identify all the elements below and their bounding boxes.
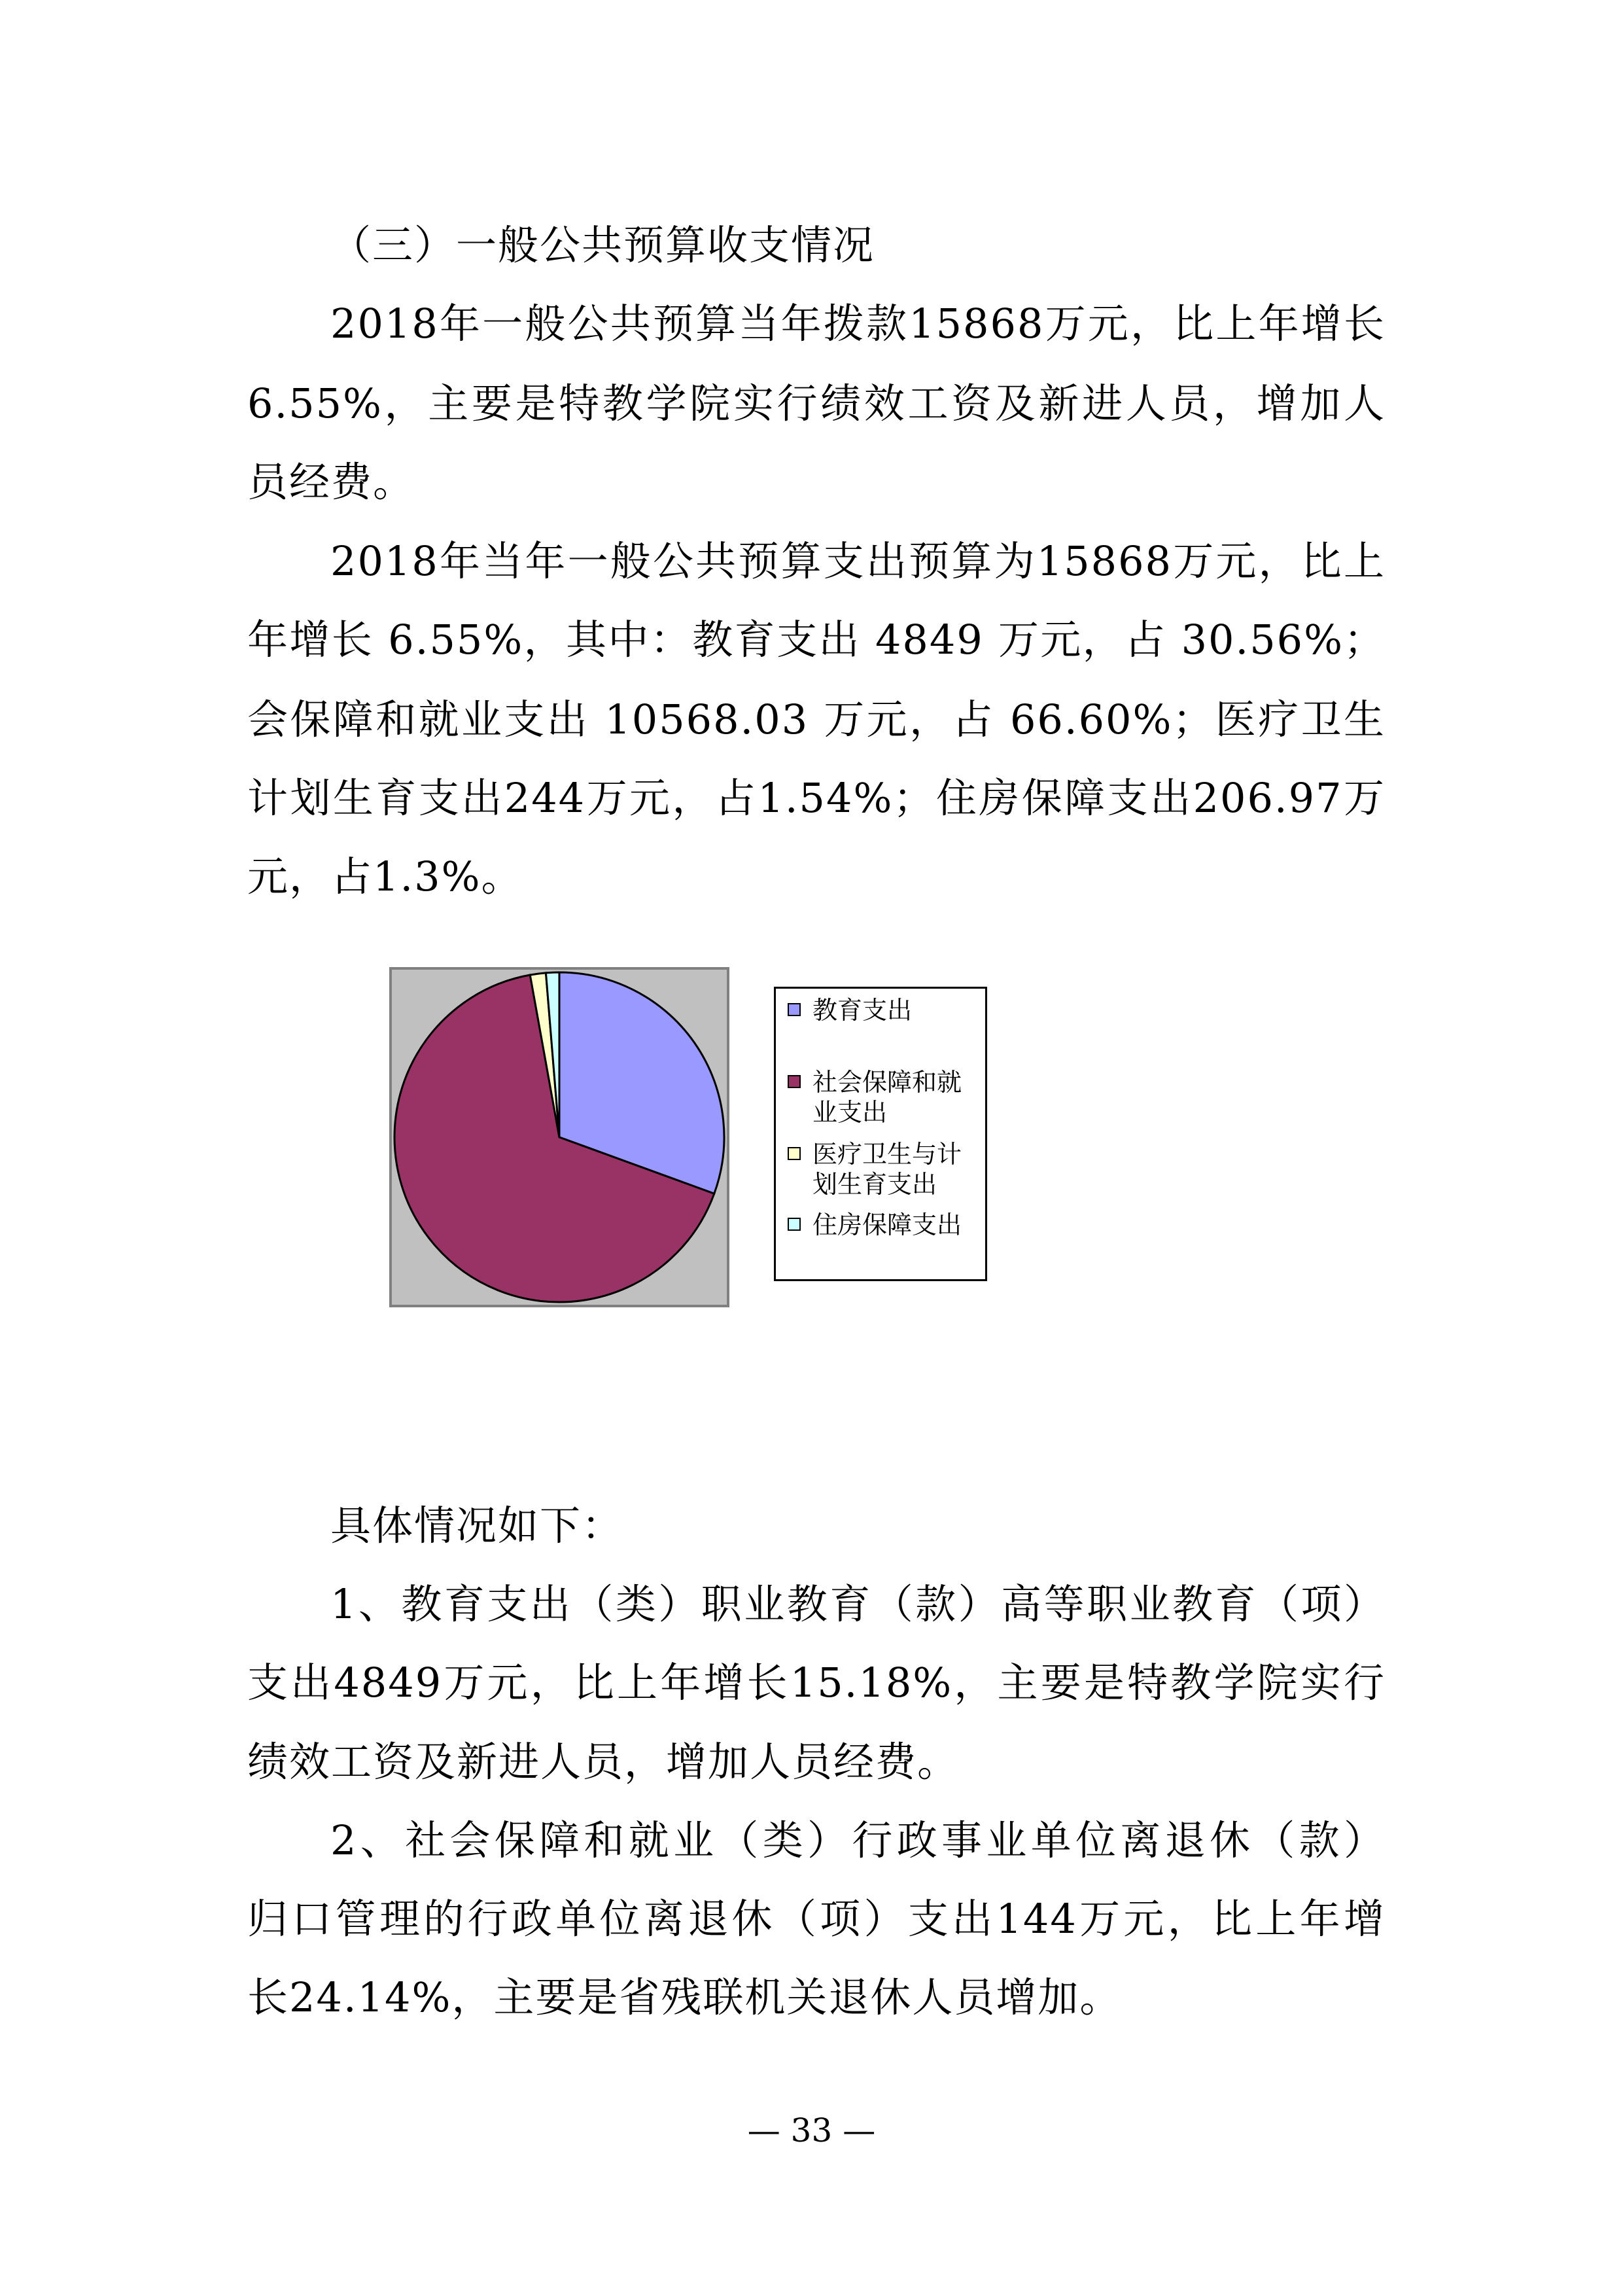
item2-line-3: 长24.14%，主要是省残联机关退休人员增加。 <box>247 1973 1122 2021</box>
pie-chart <box>392 970 727 1305</box>
legend-swatch-social-security <box>788 1075 801 1088</box>
para2-line-3: 会保障和就业支出 10568.03 万元，占 66.60%；医疗卫生 <box>247 696 1386 743</box>
legend-label-education: 教育支出 <box>812 996 913 1025</box>
item2-line-1: 2、社会保障和就业（类）行政事业单位离退休（款） <box>330 1816 1386 1864</box>
para1-line-3: 员经费。 <box>247 458 415 506</box>
para2-line-5: 元，占1.3%。 <box>247 853 523 900</box>
page-number: — 33 — <box>747 2111 876 2149</box>
section-heading: （三）一般公共预算收支情况 <box>330 221 875 269</box>
item2-line-2: 归口管理的行政单位离退休（项）支出144万元，比上年增 <box>247 1895 1386 1943</box>
legend-label-social-security: 社会保障和就 业支出 <box>812 1068 962 1127</box>
pie-chart-plot-area <box>389 967 729 1307</box>
legend-label-health: 医疗卫生与计 划生育支出 <box>812 1140 962 1199</box>
legend-swatch-education <box>788 1003 801 1016</box>
legend-swatch-health <box>788 1147 801 1160</box>
item1-line-3: 绩效工资及新进人员，增加人员经费。 <box>247 1738 960 1786</box>
para1-line-1: 2018年一般公共预算当年拨款15868万元，比上年增长 <box>330 300 1386 347</box>
para1-line-2: 6.55%，主要是特教学院实行绩效工资及新进人员，增加人 <box>247 380 1386 427</box>
details-heading: 具体情况如下： <box>330 1502 624 1549</box>
item1-line-1: 1、教育支出（类）职业教育（款）高等职业教育（项） <box>330 1580 1386 1628</box>
legend-swatch-housing <box>788 1218 801 1231</box>
para2-line-1: 2018年当年一般公共预算支出预算为15868万元，比上 <box>330 537 1386 585</box>
item1-line-2: 支出4849万元，比上年增长15.18%，主要是特教学院实行 <box>247 1659 1386 1706</box>
chart-legend <box>774 987 987 1281</box>
para2-line-4: 计划生育支出244万元，占1.54%；住房保障支出206.97万 <box>247 774 1386 822</box>
legend-label-housing: 住房保障支出 <box>812 1210 962 1239</box>
para2-line-2: 年增长 6.55%，其中：教育支出 4849 万元，占 30.56%； <box>247 616 1386 663</box>
